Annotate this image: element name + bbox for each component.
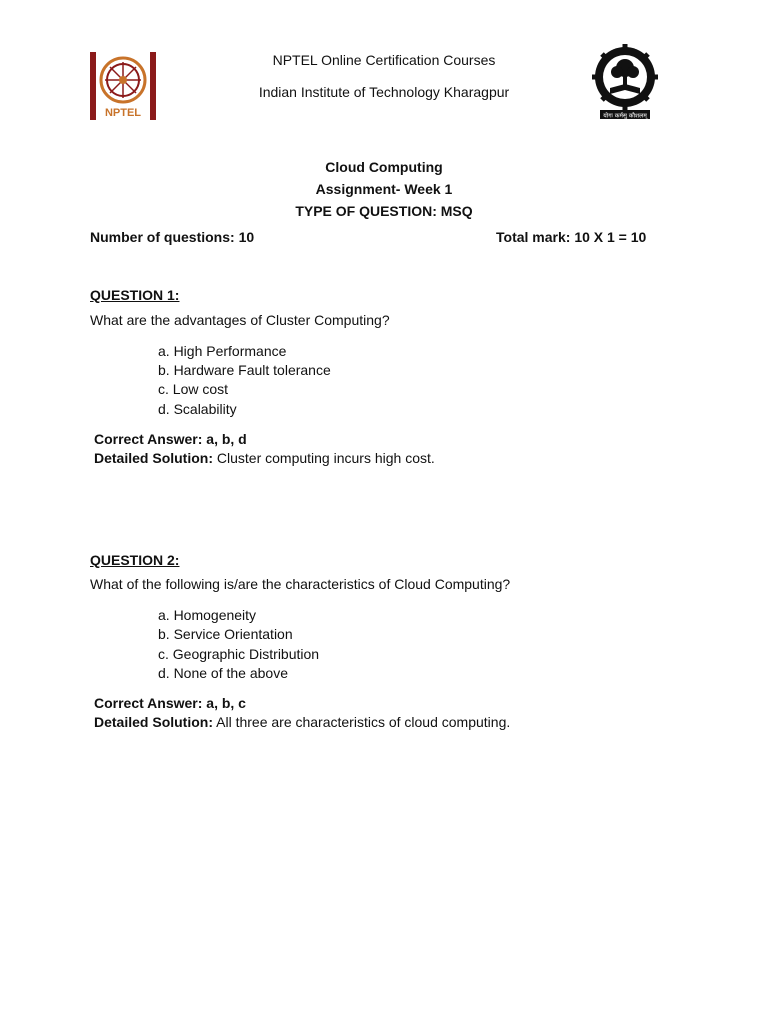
question-2-option-a: a. Homogeneity	[158, 607, 257, 623]
question-2-option-d: d. None of the above	[158, 665, 288, 681]
question-1-solution	[94, 449, 435, 467]
nptel-logo-text: NPTEL	[104, 107, 142, 119]
num-questions	[90, 228, 254, 246]
question-1-option-a: a. High Performance	[158, 343, 287, 359]
question-2-solution-text: All three are characteristics of cloud computing.	[213, 714, 511, 730]
total-mark: Total mark: 10 X 1 = 10	[496, 229, 647, 245]
course-title: Cloud Computing	[325, 159, 443, 175]
question-1-option-d: d. Scalability	[158, 401, 237, 417]
question-1-option-c: c. Low cost	[158, 381, 229, 397]
question-2-correct-answer: Correct Answer: a, b, c	[94, 695, 246, 711]
question-1-correct-answer: Correct Answer: a, b, d	[94, 431, 247, 447]
question-2-text: What of the following is/are the characteristics of Cloud Computing?	[90, 576, 511, 592]
question-1-text: What are the advantages of Cluster Computing?	[90, 312, 390, 328]
question-2-solution	[94, 713, 510, 731]
question-type: TYPE OF QUESTION: MSQ	[295, 203, 473, 219]
question-1-solution-label: Detailed Solution:	[94, 450, 213, 466]
question-2-option-c: c. Geographic Distribution	[158, 646, 320, 662]
question-2-option-b: b. Service Orientation	[158, 626, 293, 642]
question-1-option-b: b. Hardware Fault tolerance	[158, 362, 331, 378]
iit-logo-motto: योगः कर्मसु कौशलम्	[603, 112, 647, 120]
org-line-1: NPTEL Online Certification Courses	[272, 52, 496, 68]
question-1-heading: QUESTION 1:	[90, 287, 180, 303]
assignment-title: Assignment- Week 1	[315, 181, 453, 197]
question-1-solution-text: Cluster computing incurs high cost.	[213, 450, 435, 466]
num-questions-value: : 10	[230, 229, 255, 245]
question-2-heading: QUESTION 2:	[90, 552, 180, 568]
question-2-solution-label: Detailed Solution:	[94, 714, 213, 730]
org-line-2: Indian Institute of Technology Kharagpur	[258, 84, 510, 100]
num-questions-label: Number of questions	[90, 229, 231, 245]
